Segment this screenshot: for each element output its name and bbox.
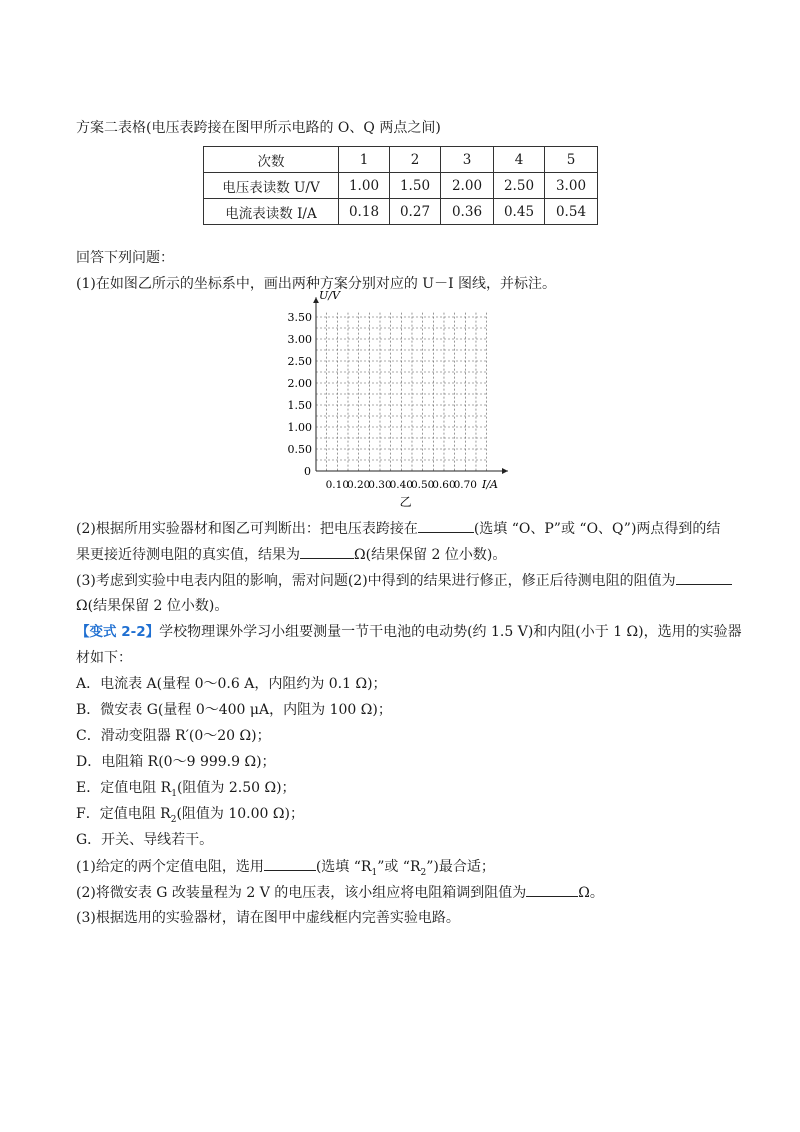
table-cell: 0.54	[545, 199, 598, 225]
option-e-text-a: E．定值电阻 R	[76, 780, 172, 796]
grid-lines	[316, 313, 487, 471]
origin-label: 0	[304, 465, 311, 478]
table-cell: 2.50	[494, 173, 545, 199]
y-axis-label: U/V	[319, 289, 340, 303]
table-header-cell: 2	[390, 147, 441, 173]
table-row-label: 电流表读数 I/A	[204, 199, 339, 225]
ui-grid-chart	[260, 289, 530, 509]
table-row-label: 电压表读数 U/V	[204, 173, 339, 199]
y-tick-label: 2.00	[287, 377, 312, 390]
data-table	[203, 146, 598, 225]
variant-question-3: (3)根据选用的实验器材，请在图甲中虚线框内完善实验电路。	[76, 910, 460, 926]
table-cell: 2.00	[441, 173, 494, 199]
y-tick-label: 1.50	[287, 399, 312, 412]
option-d: D．电阻箱 R(0～9 999.9 Ω)；	[76, 754, 276, 770]
option-b: B．微安表 G(量程 0～400 μA，内阻为 100 Ω)；	[76, 702, 392, 718]
answer-blank[interactable]	[526, 882, 578, 897]
option-f-text-a: F．定值电阻 R	[76, 806, 171, 822]
y-tick-label: 3.00	[287, 333, 312, 346]
option-f	[76, 804, 304, 830]
variant-question-1	[76, 856, 495, 883]
vq1-text-b: (选填 “R	[315, 859, 372, 875]
vq1-text-a: (1)给定的两个定值电阻，选用	[76, 859, 264, 875]
vq1-subscript-1: 1	[371, 867, 378, 878]
q3-text-a: (3)考虑到实验中电表内阻的影响，需对问题(2)中得到的结果进行修正，修正后待测电阻的阻值为	[76, 573, 676, 589]
table-cell: 1.00	[339, 173, 390, 199]
table-cell: 0.27	[390, 199, 441, 225]
question-3-line-1	[76, 570, 732, 591]
question-2-line-2	[76, 544, 506, 565]
variant-question-2	[76, 882, 604, 903]
question-1: (1)在如图乙所示的坐标系中，画出两种方案分别对应的 U－I 图线，并标注。	[76, 276, 557, 292]
y-tick-labels	[288, 311, 313, 456]
table-header-cell: 次数	[204, 147, 339, 173]
vq2-text-b: Ω。	[578, 885, 604, 901]
table-cell: 0.36	[441, 199, 494, 225]
x-tick-label: 0.40	[389, 479, 414, 491]
x-tick-label: 0.10	[325, 479, 350, 491]
y-tick-label: 1.00	[287, 421, 312, 434]
table-header-cell: 4	[494, 147, 545, 173]
x-tick-label: 0.70	[453, 479, 478, 491]
option-e-subscript: 1	[171, 788, 177, 799]
variant-tag: 【变式 2-2】	[76, 624, 160, 640]
option-e	[76, 778, 296, 804]
vq1-subscript-2: 2	[420, 867, 427, 878]
y-tick-label: 0.50	[287, 443, 312, 456]
option-f-text-b: (阻值为 10.00 Ω)；	[176, 806, 304, 822]
y-tick-label: 3.50	[287, 311, 312, 324]
answer-prompt: 回答下列问题：	[76, 250, 174, 266]
option-c: C．滑动变阻器 R′(0～20 Ω)；	[76, 728, 271, 744]
table-cell: 3.00	[545, 173, 598, 199]
x-axis-label: I/A	[481, 478, 498, 491]
chart-title: 乙	[399, 495, 412, 509]
answer-blank[interactable]	[418, 518, 474, 533]
table-cell: 0.18	[339, 199, 390, 225]
table-header-cell: 3	[441, 147, 494, 173]
q2-text-a: (2)根据所用实验器材和图乙可判断出：把电压表跨接在	[76, 521, 418, 537]
vq1-text-d: ”)最合适；	[426, 859, 495, 875]
option-f-subscript: 2	[170, 814, 177, 825]
q2-text-d: Ω(结果保留 2 位小数)。	[354, 547, 507, 563]
table-header-cell: 5	[545, 147, 598, 173]
x-tick-labels	[326, 479, 477, 491]
q2-text-c: 果更接近待测电阻的真实值，结果为	[76, 547, 300, 563]
table-row	[204, 199, 598, 225]
question-3-line-2: Ω(结果保留 2 位小数)。	[76, 598, 229, 614]
q2-text-b: (选填 “O、P”或 “O、Q”)两点得到的结	[473, 521, 721, 537]
table-cell: 0.45	[494, 199, 545, 225]
vq2-text-a: (2)将微安表 G 改装量程为 2 V 的电压表，该小组应将电阻箱调到阻值为	[76, 885, 527, 901]
table-header-row	[204, 147, 598, 173]
table-caption: 方案二表格(电压表跨接在图甲所示电路的 O、Q 两点之间)	[76, 120, 441, 136]
option-a: A．电流表 A(量程 0～0.6 A，内阻约为 0.1 Ω)；	[76, 676, 387, 692]
y-tick-label: 2.50	[287, 355, 312, 368]
answer-blank[interactable]	[300, 544, 354, 559]
x-tick-label: 0.30	[368, 479, 392, 491]
answer-blank[interactable]	[676, 570, 732, 585]
option-e-text-b: (阻值为 2.50 Ω)；	[176, 780, 296, 796]
answer-blank[interactable]	[264, 856, 316, 871]
question-2-line-1	[76, 518, 720, 539]
table-header-cell: 1	[339, 147, 390, 173]
variant-line-2: 材如下：	[76, 650, 132, 666]
x-tick-label: 0.20	[346, 479, 371, 491]
x-tick-label: 0.50	[410, 479, 435, 491]
table-row	[204, 173, 598, 199]
x-tick-label: 0.60	[432, 479, 456, 491]
option-g: G．开关、导线若干。	[76, 832, 214, 848]
variant-text: 学校物理课外学习小组要测量一节干电池的电动势(约 1.5 V)和内阻(小于 1 Ω)，选用的实验器	[159, 624, 742, 640]
table-cell: 1.50	[390, 173, 441, 199]
vq1-text-c: ”或 “R	[377, 859, 421, 875]
variant-line-1	[76, 622, 742, 642]
